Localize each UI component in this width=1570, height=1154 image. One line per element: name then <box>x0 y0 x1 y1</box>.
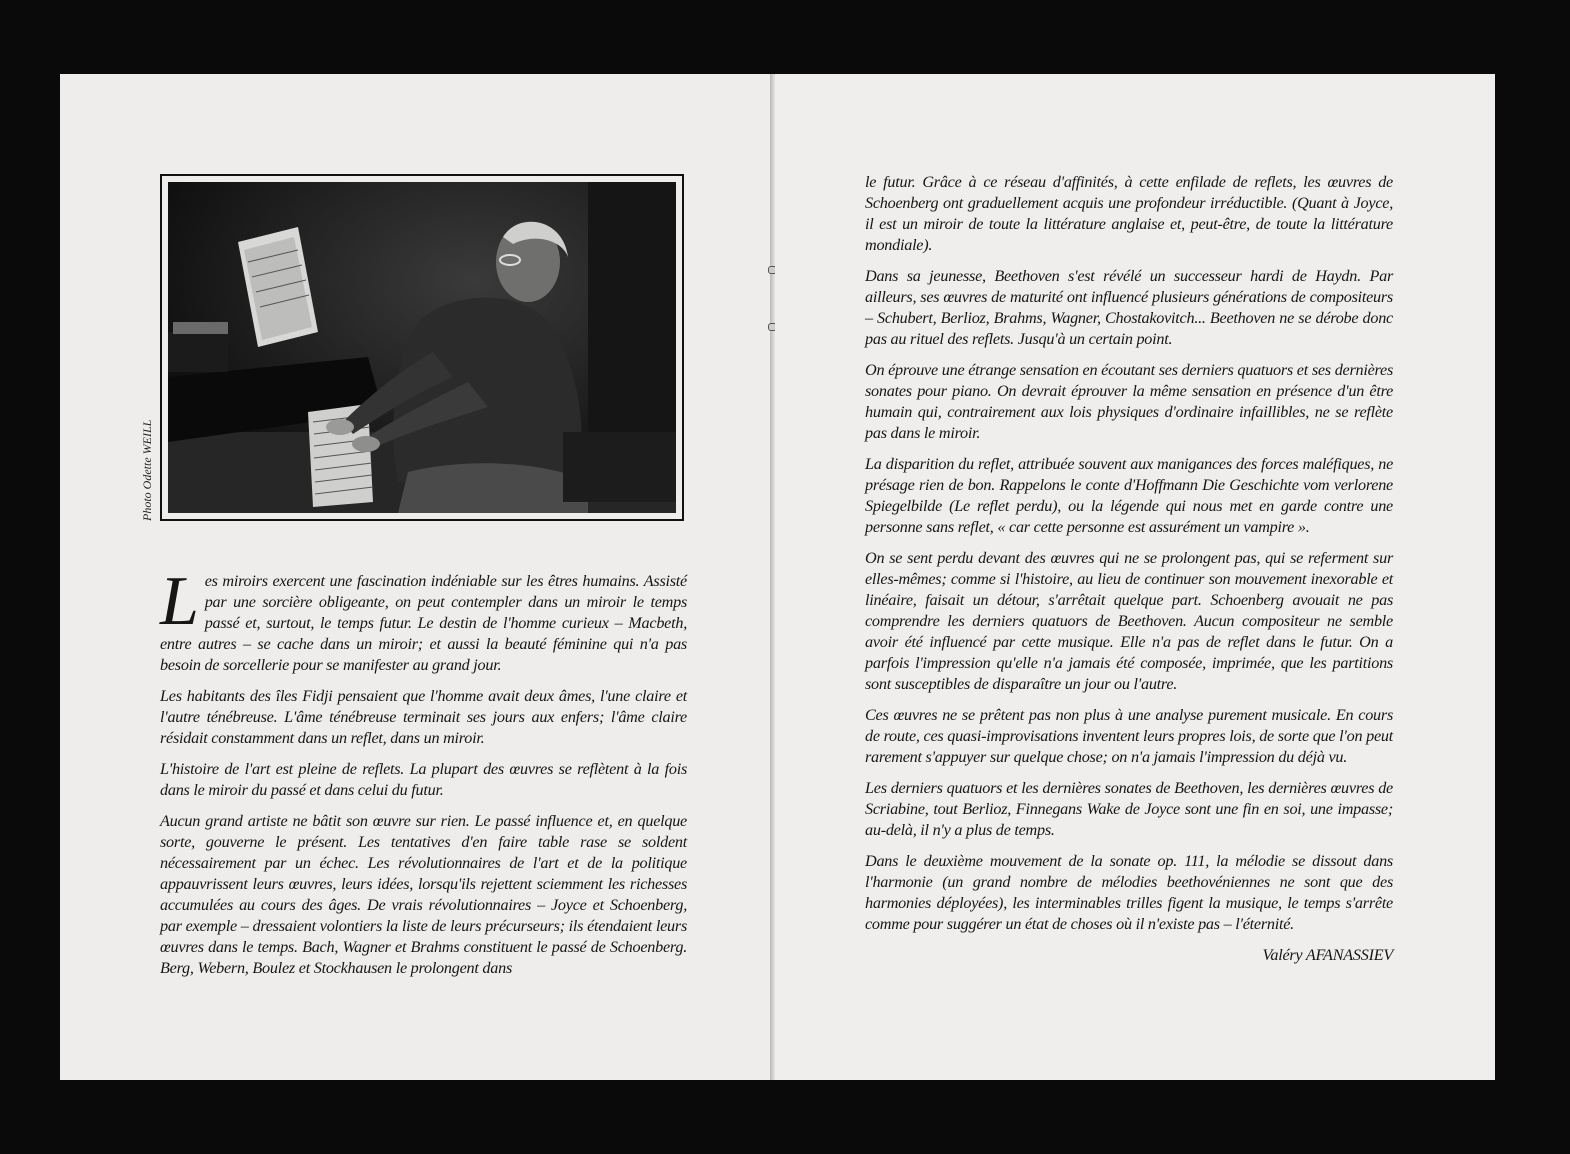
author-signature: Valéry AFANASSIEV <box>1262 946 1393 964</box>
paragraph: Les derniers quatuors et les dernières sonates de Beethoven, les dernières œuvres de Scriabine, tout Berlioz, Finnegans Wake de Joyce sont une fin en soi, une impasse; au-delà, il n'y a plus de temps. <box>865 779 1393 839</box>
paragraph: La disparition du reflet, attribuée souvent aux manigances des forces maléfiques, ne présage rien de bon. Rappelons le conte d'Hoffmann Die Geschichte vom verlorene Spiegelbilde (Le reflet perdu), ou la légende qui nous met en garde contre une personne sans reflet, « car cette personne est assurément un vampire ». <box>865 455 1393 536</box>
photo-credit-text: Photo Odette WEILL <box>140 419 154 521</box>
paragraph: le futur. Grâce à ce réseau d'affinités, à cette enfilade de reflets, les œuvres de Schoenberg ont graduellement acquis une profondeur irréductible. (Quant à Joyce, il est un miroir de toute la littérature anglaise et, peut-être, de toute la littérature mondiale). <box>865 173 1393 254</box>
paragraph: Dans le deuxième mouvement de la sonate op. 111, la mélodie se dissout dans l'harmonie (un grand nombre de mélodies beethovéniennes ne sont que des harmonies déployées), les interminables trilles figent la musique, le temps s'arrête comme pour suggérer un état de choses où il n'existe pas – l'éternité. <box>865 852 1393 933</box>
paragraph <box>160 563 687 676</box>
right-page-text <box>865 172 1393 976</box>
left-page <box>60 74 772 1080</box>
paragraph: On éprouve une étrange sensation en écoutant ses derniers quatuors et ses dernières sonates pour piano. On devrait éprouver la même sensation en présence d'un être humain qui, contrairement aux lois physiques d'ordinaire infaillibles, ne se reflète pas dans le miroir. <box>865 361 1393 442</box>
paragraph: Aucun grand artiste ne bâtit son œuvre sur rien. Le passé influence et, en quelque sorte, gouverne le présent. Les tentatives d'en faire table rase se soldent nécessairement par un échec. Les révolutionnaires de l'art et de la politique appauvrissent leurs œuvres, leurs idées, lorsqu'ils rejettent sciemment les richesses accumulées au cours des âges. De vrais révolutionnaires – Joyce et Schoenberg, par exemple – dressaient volontiers la liste de leurs précurseurs; ils étendaient leurs œuvres dans le temps. Bach, Wagner et Brahms constituent le passé de Schoenberg. Berg, Webern, Boulez et Stockhausen le prolongent dans <box>160 812 687 977</box>
paragraph: Les habitants des îles Fidji pensaient que l'homme avait deux âmes, l'une claire et l'autre ténébreuse. L'âme ténébreuse terminait ses jours aux enfers; l'âme claire résidait constamment dans un reflet, dans un miroir. <box>160 687 687 747</box>
pianist-photo-frame <box>160 174 684 521</box>
pianist-photo-image <box>168 182 676 513</box>
paragraph: Dans sa jeunesse, Beethoven s'est révélé un successeur hardi de Haydn. Par ailleurs, ses œuvres de maturité ont influencé plusieurs générations de compositeurs – Schubert, Berlioz, Brahms, Wagner, Chostakovitch... Beethoven ne se dérobe donc pas au rituel des reflets. Jusqu'à un certain point. <box>865 267 1393 348</box>
paragraph-text: es miroirs exercent une fascination indéniable sur les êtres humains. Assisté par une sorcière obligeante, on peut contempler dans un miroir le temps passé et, surtout, le temps futur. Le destin de l'homme curieux – Macbeth, entre autres – se cache dans un miroir; et aussi la beauté féminine qui n'a pas besoin de sorcellerie pour se manifester au grand jour. <box>160 572 687 674</box>
dropcap: L <box>160 563 199 640</box>
pianist-photo <box>168 182 676 513</box>
left-page-text <box>160 563 687 989</box>
paragraph: On se sent perdu devant des œuvres qui ne se prolongent pas, qui se referment sur elles-mêmes; comme si l'histoire, au lieu de continuer son mouvement inexorable et linéaire, faisait un détour, s'arrêtait quelque part. Schoenberg avouait ne pas comprendre les derniers quatuors de Beethoven. Aucun compositeur ne semble avoir été influencé par cette musique. Elle n'a pas de reflet dans le futur. On a parfois l'impression qu'elle n'a jamais été composée, imprimée, que les partitions sont susceptibles de disparaître un jour ou l'autre. <box>865 549 1393 693</box>
paragraph: L'histoire de l'art est pleine de reflets. La plupart des œuvres se reflètent à la fois dans le miroir du passé et dans celui du futur. <box>160 760 687 799</box>
right-page <box>775 74 1495 1080</box>
paragraph: Ces œuvres ne se prêtent pas non plus à une analyse purement musicale. En cours de route, ces quasi-improvisations inventent leurs propres lois, de sorte que l'on peut rarement s'appuyer sur quelque chose; on n'a jamais l'impression du déjà vu. <box>865 706 1393 766</box>
